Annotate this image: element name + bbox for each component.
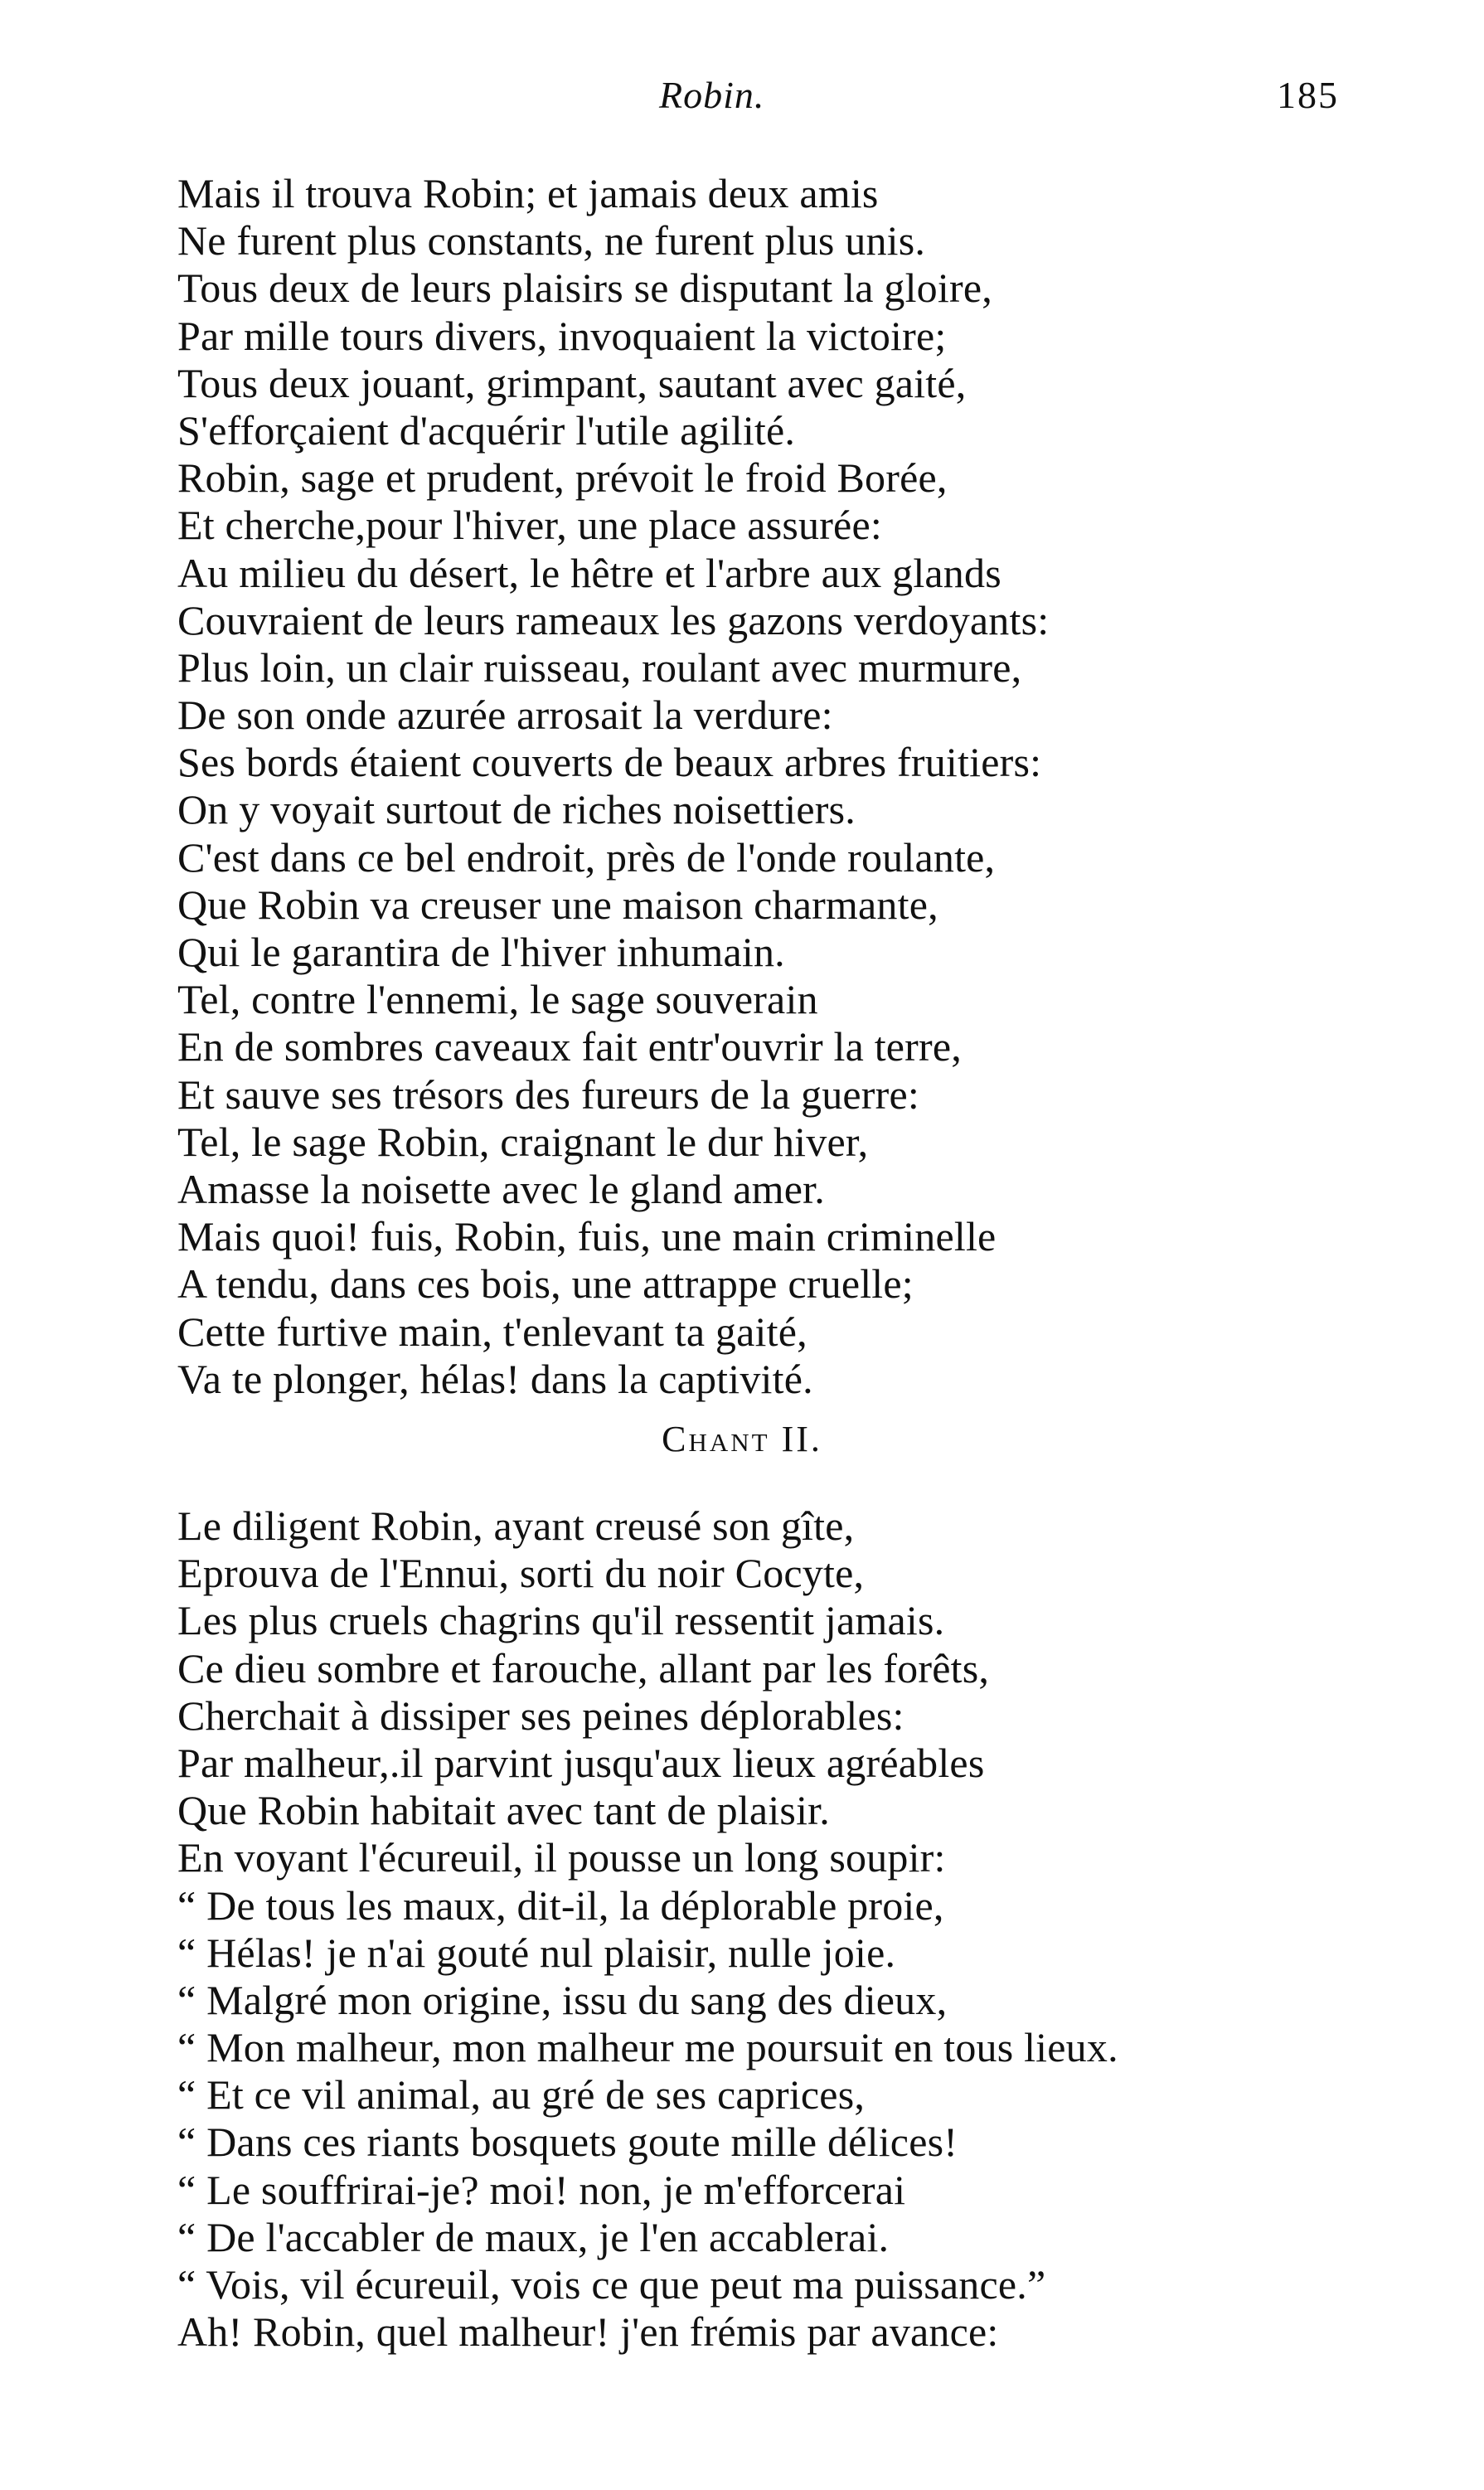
verse-line: Tel, le sage Robin, craignant le dur hiver, xyxy=(177,1118,869,1165)
verse-line: Tous deux jouant, grimpant, sautant avec gaité, xyxy=(177,359,967,406)
verse-line: Par malheur,.il parvint jusqu'aux lieux agréables xyxy=(177,1739,985,1786)
verse-line: “ Et ce vil animal, au gré de ses caprices, xyxy=(177,2071,866,2119)
verse-line: Robin, sage et prudent, prévoit le froid Borée, xyxy=(177,454,948,502)
verse-line: Ne furent plus constants, ne furent plus unis. xyxy=(177,217,926,265)
verse-line: Amasse la noisette avec le gland amer. xyxy=(177,1165,825,1212)
verse-line: Mais quoi! fuis, Robin, fuis, une main criminelle xyxy=(177,1213,997,1260)
verse-line: Par mille tours divers, invoquaient la victoire; xyxy=(177,312,947,359)
verse-line: “ De l'accabler de maux, je l'en accablerai. xyxy=(177,2213,890,2260)
verse-line: On y voyait surtout de riches noisettiers. xyxy=(177,786,856,833)
page-number: 185 xyxy=(1277,74,1339,116)
verse-line: Tous deux de leurs plaisirs se disputant la gloire, xyxy=(177,265,992,312)
verse-line: Mais il trouva Robin; et jamais deux amis xyxy=(177,170,879,216)
verse-line: En de sombres caveaux fait entr'ouvrir la terre, xyxy=(177,1023,962,1070)
verse-line: Ce dieu sombre et farouche, allant par les forêts, xyxy=(177,1644,990,1692)
verse-line: “ Hélas! je n'ai gouté nul plaisir, nulle joie. xyxy=(177,1929,896,1976)
verse-line: Tel, contre l'ennemi, le sage souverain xyxy=(177,976,818,1023)
verse-line: Plus loin, un clair ruisseau, roulant avec murmure, xyxy=(177,643,1022,691)
section-heading: Chant II. xyxy=(662,1419,822,1459)
running-title: Robin. xyxy=(659,74,765,116)
verse-line: Que Robin habitait avec tant de plaisir. xyxy=(177,1787,830,1834)
verse-line: C'est dans ce bel endroit, près de l'onde roulante, xyxy=(177,833,996,881)
verse-line: Et cherche,pour l'hiver, une place assurée: xyxy=(177,502,882,549)
verse-line: En voyant l'écureuil, il pousse un long soupir: xyxy=(177,1834,946,1881)
verse-line: Ah! Robin, quel malheur! j'en frémis par avance: xyxy=(177,2308,999,2356)
verse-line: Le diligent Robin, ayant creusé son gîte, xyxy=(177,1502,855,1549)
verse-line: Et sauve ses trésors des fureurs de la guerre: xyxy=(177,1070,919,1118)
verse-line: Au milieu du désert, le hêtre et l'arbre aux glands xyxy=(177,549,1001,596)
verse-line: “ Dans ces riants bosquets goute mille délices! xyxy=(177,2119,958,2166)
verse-line: De son onde azurée arrosait la verdure: xyxy=(177,692,833,739)
verse-line: “ Malgré mon origine, issu du sang des dieux, xyxy=(177,1976,948,2023)
verse-line: “ Vois, vil écureuil, vois ce que peut ma puissance.” xyxy=(177,2261,1046,2308)
verse-line: “ Le souffrirai-je? moi! non, je m'efforcerai xyxy=(177,2166,906,2213)
running-head xyxy=(0,73,1484,123)
verse-line: Couvraient de leurs rameaux les gazons verdoyants: xyxy=(177,596,1050,643)
verse-line: Qui le garantira de l'hiver inhumain. xyxy=(177,929,785,975)
verse-line: S'efforçaient d'acquérir l'utile agilité. xyxy=(177,406,796,454)
verse-line: Ses bords étaient couverts de beaux arbres fruitiers: xyxy=(177,739,1042,786)
verse-line: Eprouva de l'Ennui, sorti du noir Cocyte, xyxy=(177,1550,865,1597)
verse-line: A tendu, dans ces bois, une attrappe cruelle; xyxy=(177,1260,914,1308)
verse-line: Que Robin va creuser une maison charmante, xyxy=(177,881,938,928)
verse-line: Cette furtive main, t'enlevant ta gaité, xyxy=(177,1308,807,1355)
verse-line: Cherchait à dissiper ses peines déplorables: xyxy=(177,1692,904,1739)
verse-line: “ De tous les maux, dit-il, la déplorable proie, xyxy=(177,1881,944,1929)
verse-line: “ Mon malheur, mon malheur me poursuit en tous lieux. xyxy=(177,2024,1118,2071)
verse-line: Va te plonger, hélas! dans la captivité. xyxy=(177,1355,813,1402)
verse-line: Les plus cruels chagrins qu'il ressentit jamais. xyxy=(177,1597,945,1644)
verse-stanza-1 xyxy=(177,170,1404,1403)
verse-stanza-2 xyxy=(177,1502,1404,2356)
